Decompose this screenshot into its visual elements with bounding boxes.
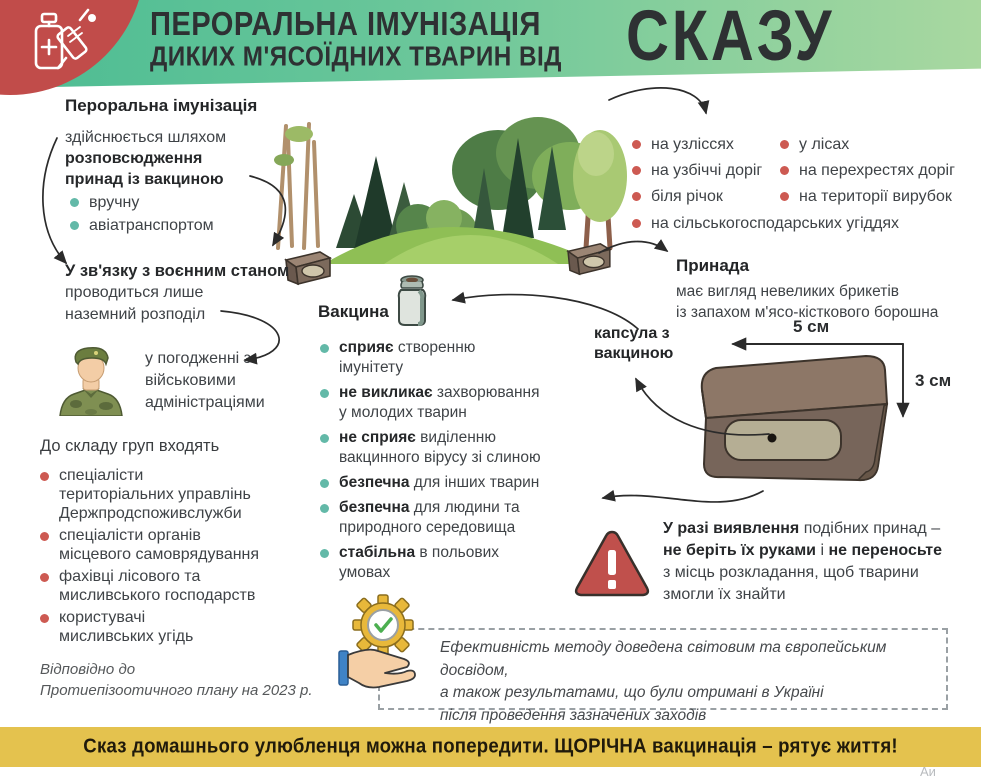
list-item-label: на сільськогосподарських угіддях — [651, 215, 899, 232]
bullet-dot — [40, 573, 49, 582]
bait-width-label: 5 см — [793, 317, 830, 336]
soldier-icon — [52, 336, 130, 416]
agreement-line: у погодженні з — [145, 350, 251, 367]
martial-note-line: проводиться лише — [65, 284, 204, 301]
groups-list — [40, 466, 259, 646]
bullet-dot — [780, 166, 789, 175]
bullet-dot — [70, 221, 79, 230]
bullet-dot — [40, 614, 49, 623]
bullet-dot — [320, 549, 329, 558]
list-item-label: на перехрестях доріг — [799, 162, 955, 179]
watermark-fragment: Аи — [920, 764, 936, 779]
list-item — [780, 186, 952, 207]
plan-note-line: Протиепізоотичного плану на 2023 р. — [40, 682, 313, 699]
vaccine-properties-list — [320, 338, 590, 583]
warning-line: з місць розкладання, щоб тварини — [663, 564, 919, 581]
list-item — [40, 526, 259, 564]
list-item — [320, 383, 590, 423]
page-title-big: СКАЗУ — [626, 0, 835, 76]
list-item-line: не викликає захворювання — [339, 384, 540, 401]
list-item — [320, 338, 590, 378]
warning-text — [663, 518, 963, 606]
list-item-label: авіатранспортом — [89, 217, 214, 234]
capsule-label-line: вакциною — [594, 345, 674, 362]
bullet-dot — [632, 166, 641, 175]
gear-check-hand-icon — [333, 593, 427, 693]
page-title-line2: ДИКИХ М'ЯСОЇДНИХ ТВАРИН ВІД — [150, 41, 562, 73]
list-item — [632, 213, 899, 234]
list-item-line: сприяє створенню — [339, 339, 476, 356]
warning-line: не беріть їх руками і не переносьте — [663, 542, 942, 559]
list-item-line: спеціалісти — [59, 467, 144, 484]
list-item — [320, 428, 590, 468]
bullet-dot — [632, 192, 641, 201]
plan-note — [40, 659, 313, 701]
bullet-dot — [320, 344, 329, 353]
list-item-label: на території вирубок — [799, 188, 952, 205]
list-item — [780, 134, 849, 155]
footer-text: Сказ домашнього улюбленця можна попередити. ЩОРІЧНА вакцинація – рятує життя! — [83, 735, 898, 758]
capsule-label-line: капсула з — [594, 325, 670, 342]
groups-heading: До складу груп входять — [40, 437, 220, 455]
oral-intro-line: здійснюється шляхом — [65, 129, 227, 146]
list-item-line: стабільна в польових — [339, 544, 499, 561]
list-item-line: умовах — [339, 564, 391, 581]
page-title-line1: ПЕРОРАЛЬНА ІМУНІЗАЦІЯ — [150, 6, 541, 43]
martial-note-bold: У зв'язку з воєнним станом — [65, 262, 290, 280]
bait-brick-diagram — [688, 352, 893, 487]
bullet-dot — [632, 219, 641, 228]
bullet-dot — [320, 479, 329, 488]
list-item — [632, 134, 734, 155]
distribution-methods-list — [70, 192, 214, 236]
list-item-line: безпечна для людини та — [339, 499, 520, 516]
list-item-label: вручну — [89, 194, 140, 211]
bait-heading: Принада — [676, 256, 750, 275]
list-item-line: вакцинного вірусу зі слиною — [339, 449, 541, 466]
list-item-line: територіальних управлінь — [59, 486, 251, 503]
bullet-dot — [780, 140, 789, 149]
martial-note-line: наземний розподіл — [65, 306, 206, 323]
efficiency-line: після проведення зазначених заходів — [440, 706, 707, 724]
list-item — [70, 215, 214, 236]
bullet-dot — [40, 532, 49, 541]
list-item-line: у молодих тварин — [339, 404, 467, 421]
bait-description-line: із запахом м'ясо-кісткового борошна — [676, 304, 939, 321]
warning-triangle-icon — [571, 526, 653, 600]
warning-line: змогли їх знайти — [663, 586, 786, 603]
list-item — [320, 543, 590, 583]
locations-list — [632, 126, 972, 236]
list-item-line: фахівці лісового та — [59, 568, 201, 585]
list-item-line: Держпродспоживслужби — [59, 505, 242, 522]
list-item-line: природного середовища — [339, 519, 516, 536]
oral-intro-line-bold: розповсюдження — [65, 150, 203, 167]
list-item — [40, 567, 259, 605]
bullet-dot — [780, 192, 789, 201]
martial-note — [65, 260, 295, 326]
list-item — [40, 608, 259, 646]
vaccine-heading: Вакцина — [318, 302, 389, 321]
bullet-dot — [632, 140, 641, 149]
list-item — [632, 160, 762, 181]
list-item — [40, 466, 259, 523]
list-item-line: мисливського господарств — [59, 587, 256, 604]
list-item — [320, 473, 590, 493]
list-item-line: безпечна для інших тварин — [339, 474, 540, 491]
list-item-line: не сприяє виділенню — [339, 429, 496, 446]
bait-brick-icon — [562, 240, 614, 278]
list-item-line: місцевого самоврядування — [59, 546, 260, 563]
list-item-label: біля річок — [651, 188, 723, 205]
bullet-dot — [70, 198, 79, 207]
bait-description-line: має вигляд невеликих брикетів — [676, 283, 900, 300]
list-item-line: спеціалісти органів — [59, 527, 201, 544]
bullet-dot — [320, 504, 329, 513]
bait-height-label: 3 см — [915, 371, 952, 390]
plan-note-line: Відповідно до — [40, 661, 136, 678]
list-item-label: на узбіччі доріг — [651, 162, 763, 179]
footer-banner — [0, 727, 981, 767]
oral-intro-line-bold: принад із вакциною — [65, 171, 224, 188]
agreement-note — [145, 348, 265, 414]
efficiency-line: а також результатами, що були отримані в Україні — [440, 684, 824, 701]
list-item — [320, 498, 590, 538]
efficiency-line: Ефективність методу доведена світовим та європейським досвідом, — [440, 639, 887, 679]
list-item-line: імунітету — [339, 359, 404, 376]
list-item-label: на узліссях — [651, 136, 734, 153]
list-item-label: у лісах — [799, 136, 850, 153]
agreement-line: адміністраціями — [145, 394, 265, 411]
list-item-line: мисливських угідь — [59, 628, 194, 645]
list-item-line: користувачі — [59, 609, 146, 626]
vaccine-jar-icon — [394, 274, 430, 328]
capsule-label — [594, 324, 673, 364]
bullet-dot — [320, 389, 329, 398]
oral-section-heading: Пероральна імунізація — [65, 96, 258, 115]
oral-intro — [65, 127, 265, 190]
list-item — [70, 192, 214, 213]
bullet-dot — [320, 434, 329, 443]
list-item — [780, 160, 955, 181]
vaccine-syringe-icon — [22, 2, 104, 84]
bullet-dot — [40, 472, 49, 481]
agreement-line: військовими — [145, 372, 236, 389]
warning-line: У разі виявлення подібних принад – — [663, 520, 941, 537]
efficiency-text — [440, 637, 945, 727]
list-item — [632, 186, 723, 207]
